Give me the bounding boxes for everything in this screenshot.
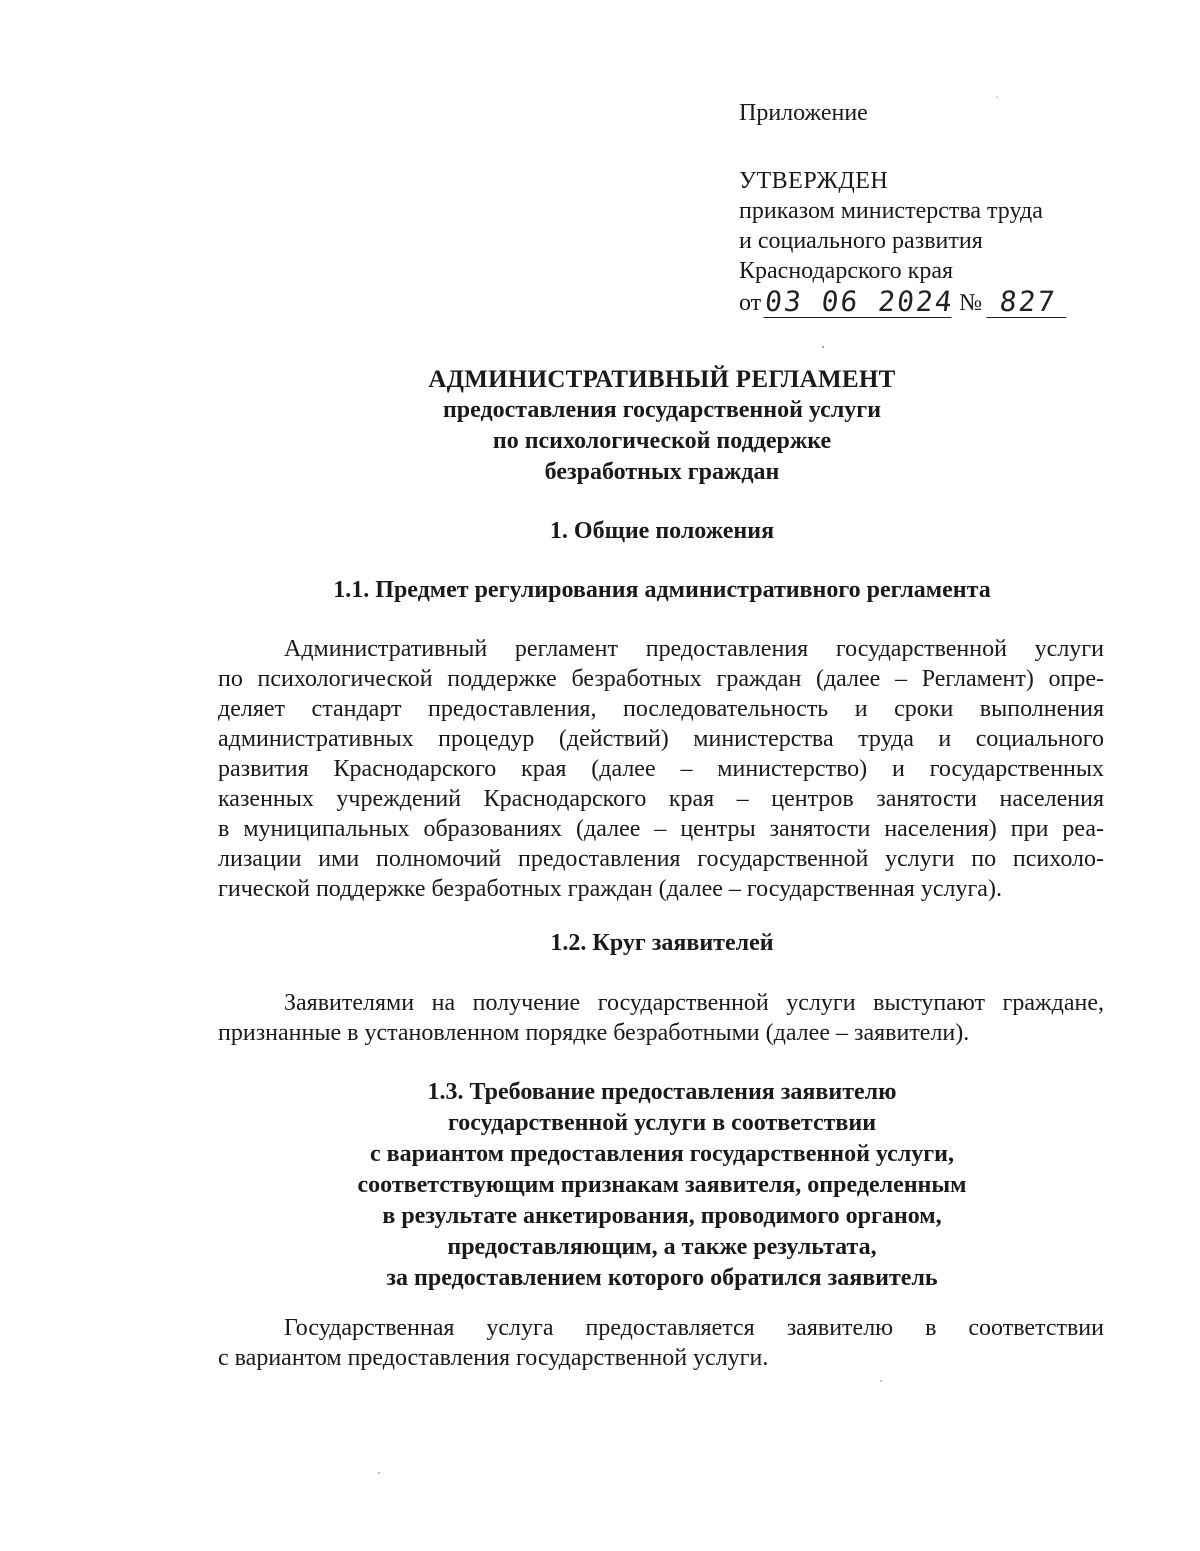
paragraph-line: лизации ими полномочий предоставления государственной услуги по психоло- — [218, 846, 1104, 872]
heading-line: за предоставлением которого обратился заявитель — [386, 1265, 938, 1291]
paragraph-line: по психологической поддержке безработных граждан (далее – Регламент) опре- — [218, 666, 1104, 692]
approval-block — [739, 98, 1079, 318]
section-heading-1-3 — [220, 1077, 1104, 1294]
heading-text: 1.2. Круг заявителей — [550, 930, 774, 956]
paragraph-line: в муниципальных образованиях (далее – центры занятости населения) при реа- — [218, 816, 1104, 842]
appendix-label: Приложение — [739, 100, 868, 126]
paragraph-line: казенных учреждений Краснодарского края – центров занятости населения — [218, 786, 1104, 812]
heading-text: 1.1. Предмет регулирования административного регламента — [333, 577, 991, 603]
heading-line: с вариантом предоставления государственной услуги, — [369, 1141, 955, 1167]
scan-speck — [880, 1380, 882, 1382]
title-line: предоставления государственной услуги — [442, 397, 882, 423]
title-line: безработных граждан — [544, 459, 780, 485]
paragraph-line: признанные в установленном порядке безработными (далее – заявители). — [218, 1020, 970, 1046]
approved-label: УТВЕРЖДЕН — [739, 168, 889, 194]
paragraph-line: деляет стандарт предоставления, последовательность и сроки выполнения — [218, 696, 1104, 722]
paragraph-line: гической поддержке безработных граждан (далее – государственная услуга). — [218, 876, 1002, 902]
section-1-3-paragraph — [218, 1313, 1104, 1373]
paragraph-line: развития Краснодарского края (далее – министерство) и государственных — [218, 756, 1104, 782]
paragraph-line: с вариантом предоставления государственной услуги. — [218, 1345, 769, 1371]
heading-line: предоставляющим, а также результата, — [447, 1234, 877, 1260]
order-date-row — [739, 282, 1079, 318]
section-heading-1-2 — [220, 928, 1104, 959]
section-heading-1-1 — [220, 575, 1104, 606]
section-1-2-paragraph — [218, 988, 1104, 1048]
heading-line: государственной услуги в соответствии — [447, 1110, 877, 1136]
handwritten-date: 03 06 2024 — [763, 285, 956, 318]
approval-line: и социального развития — [739, 228, 983, 254]
scan-speck — [996, 96, 998, 98]
section-1-1-paragraph — [218, 634, 1104, 904]
date-prefix: от — [739, 290, 762, 316]
scan-speck — [378, 1472, 380, 1474]
heading-line: в результате анкетирования, проводимого органом, — [382, 1203, 942, 1229]
handwritten-number: 827 — [986, 287, 1069, 318]
heading-text: 1. Общие положения — [549, 518, 775, 544]
approval-line: Краснодарского края — [739, 258, 954, 284]
scan-speck — [822, 346, 824, 348]
heading-line: 1.3. Требование предоставления заявителю — [427, 1079, 897, 1105]
paragraph-line: Заявителями на получение государственной услуги выступают граждане, — [284, 990, 1104, 1016]
title-line: по психологической поддержке — [492, 428, 832, 454]
section-heading-1 — [220, 516, 1104, 547]
paragraph-line: Государственная услуга предоставляется заявителю в соответствии — [284, 1315, 1104, 1341]
heading-line: соответствующим признакам заявителя, определенным — [357, 1172, 967, 1198]
paragraph-line: административных процедур (действий) министерства труда и социального — [218, 726, 1104, 752]
number-prefix: № — [959, 290, 983, 316]
document-title — [220, 364, 1104, 488]
approval-line: приказом министерства труда — [739, 198, 1043, 224]
paragraph-line: Административный регламент предоставления государственной услуги — [284, 636, 1104, 662]
title-main: АДМИНИСТРАТИВНЫЙ РЕГЛАМЕНТ — [428, 366, 896, 393]
